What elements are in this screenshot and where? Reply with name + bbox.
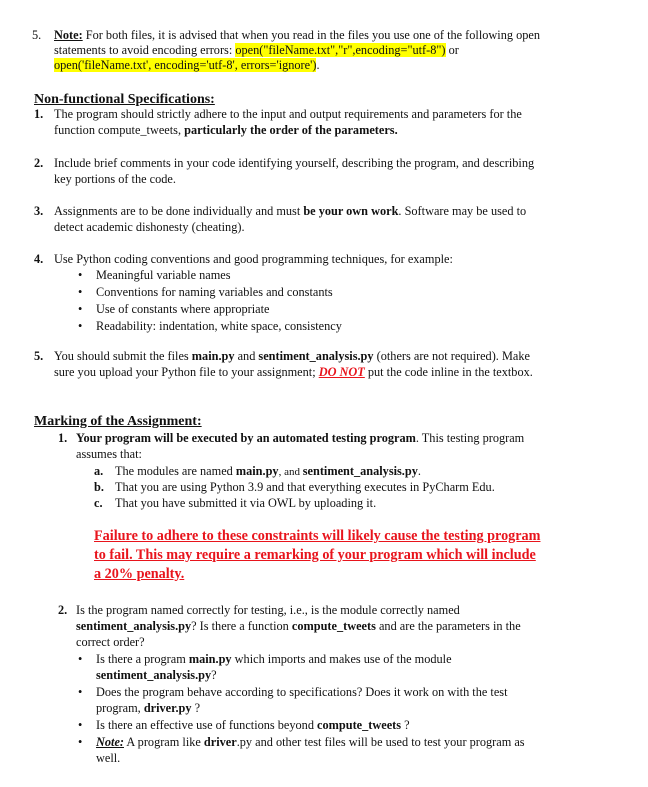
filename: sentiment_analysis.py — [76, 619, 192, 633]
text: Use Python coding conventions and good programming techniques, for example: — [54, 252, 453, 266]
text: Is there a program — [96, 652, 189, 666]
sub-label: c. — [94, 496, 103, 510]
text: which imports and makes use of the module — [231, 652, 452, 666]
text: and are the parameters in the — [375, 619, 521, 633]
text: That you are using Python 3.9 and that everything executes in PyCharm Edu. — [115, 480, 495, 494]
text: , and — [278, 466, 303, 478]
text: and — [234, 349, 259, 363]
emphasis: be your own work — [303, 204, 399, 218]
warning-line: a 20% penalty. — [94, 566, 185, 582]
list-item: Meaningful variable names — [96, 268, 231, 282]
warning-block — [94, 527, 540, 584]
text: For both files, it is advised that when you read in the files you use one of the following open — [82, 28, 540, 42]
text: detect academic dishonesty (cheating). — [54, 220, 245, 234]
filename: main.py — [235, 464, 279, 478]
item-number: 5. — [32, 28, 42, 42]
sub-label: a. — [94, 464, 104, 478]
bullet-icon: • — [78, 268, 83, 282]
item-number: 3. — [34, 204, 44, 218]
filename: main.py — [191, 349, 235, 363]
text: . This testing program — [415, 431, 525, 445]
note-item-5 — [0, 0, 648, 80]
text: Is the program named correctly for testing, i.e., is the module correctly named — [76, 603, 460, 617]
item-number: 1. — [34, 107, 44, 121]
text: .py and other test files will be used to test your program as — [236, 735, 525, 749]
text: function compute_tweets, — [54, 123, 185, 137]
text: Assignments are to be done individually and must — [54, 204, 304, 218]
text: Is there an effective use of functions beyond — [96, 718, 318, 732]
bullet-icon: • — [78, 285, 83, 299]
text: assumes that: — [76, 447, 142, 461]
filename: driver.py — [143, 701, 192, 715]
text: program, — [96, 701, 144, 715]
text: (others are not required). Make — [373, 349, 530, 363]
note-label: Note: — [54, 28, 83, 42]
text: Include brief comments in your code identifying yourself, describing the program, and describing — [54, 156, 535, 170]
text: or — [445, 43, 459, 57]
function-name: compute_tweets — [317, 718, 402, 732]
text: put the code inline in the textbox. — [364, 365, 533, 379]
text: That you have submitted it via OWL by uploading it. — [115, 496, 377, 510]
warning-line: Failure to adhere to these constraints will likely cause the testing program — [94, 528, 541, 544]
bullet-icon: • — [78, 685, 83, 699]
bullet-icon: • — [78, 302, 83, 316]
text: You should submit the files — [54, 349, 192, 363]
text: . — [316, 58, 320, 72]
text: A program like — [124, 735, 204, 749]
text: . — [417, 464, 421, 478]
emphasis: Your program will be executed by an automated testing program — [76, 431, 416, 445]
text: The modules are named — [115, 464, 236, 478]
text: . Software may be used to — [398, 204, 527, 218]
filename: sentiment_analysis.py — [96, 668, 212, 682]
emphasis: particularly the order of the parameters. — [184, 123, 398, 137]
bullet-icon: • — [78, 718, 83, 732]
text: ? — [211, 668, 217, 682]
text: ? — [191, 701, 201, 715]
list-item: Readability: indentation, white space, consistency — [96, 319, 342, 333]
do-not-emphasis: DO NOT — [318, 365, 365, 379]
code-snippet-utf8: open("fileName.txt","r",encoding="utf-8") — [235, 43, 446, 57]
note-label: Note: — [96, 735, 124, 749]
text: sure you upload your Python file to your assignment; — [54, 365, 319, 379]
text: correct order? — [76, 635, 145, 649]
marking-heading: Marking of the Assignment: — [34, 414, 202, 429]
code-snippet-ignore: open('fileName.txt', encoding='utf-8', errors='ignore') — [54, 58, 317, 72]
text: Does the program behave according to specifications? Does it work on with the test — [96, 685, 508, 699]
text: The program should strictly adhere to the input and output requirements and parameters for the — [54, 107, 522, 121]
warning-line: to fail. This may require a remarking of your program which will include — [94, 547, 536, 563]
bullet-icon: • — [78, 652, 83, 666]
list-item: Use of constants where appropriate — [96, 302, 270, 316]
nonfunctional-heading: Non-functional Specifications: — [34, 92, 215, 107]
item-number: 5. — [34, 349, 44, 363]
bullet-icon: • — [78, 735, 83, 749]
list-item: Conventions for naming variables and constants — [96, 285, 333, 299]
filename: driver — [203, 735, 237, 749]
item-number: 2. — [34, 156, 44, 170]
text: ? Is there a function — [191, 619, 292, 633]
text: well. — [96, 751, 121, 765]
text: ? — [401, 718, 410, 732]
item-number: 1. — [58, 431, 68, 445]
text: statements to avoid encoding errors: — [54, 43, 236, 57]
filename: sentiment_analysis.py — [258, 349, 374, 363]
item-number: 2. — [58, 603, 68, 617]
item-number: 4. — [34, 252, 44, 266]
text: key portions of the code. — [54, 172, 176, 186]
filename: sentiment_analysis.py — [302, 464, 418, 478]
bullet-icon: • — [78, 319, 83, 333]
sub-label: b. — [94, 480, 104, 494]
filename: main.py — [188, 652, 232, 666]
function-name: compute_tweets — [291, 619, 376, 633]
